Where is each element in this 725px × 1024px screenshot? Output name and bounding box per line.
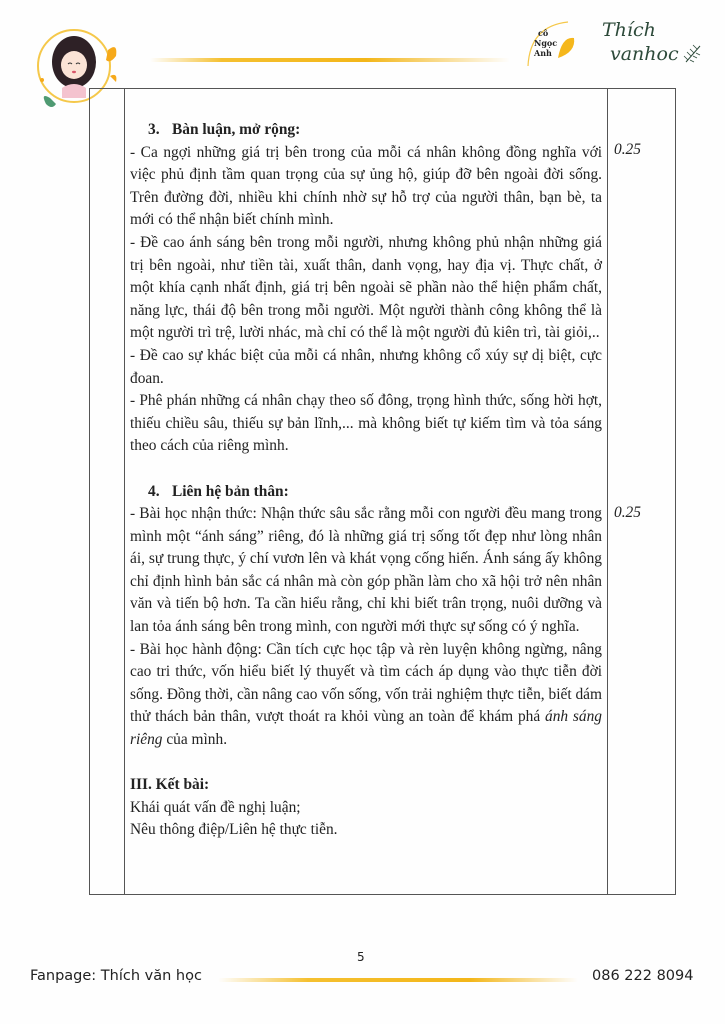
- table-column-index: [90, 89, 125, 894]
- paragraph: - Ca ngợi những giá trị bên trong của mỗi cá nhân không đồng nghĩa với việc phủ định tầm quan trọng của sự ủng hộ, giúp đỡ bên ngoài đời sống. Trên đường đời, nhiều khi chính nhờ sự hỗ trợ của người thân, bạn bè, ta mới có thể nhận biết chính mình.: [130, 143, 602, 229]
- answer-table: [89, 88, 676, 895]
- score-cell: 0.25: [614, 141, 641, 158]
- answer-content: [130, 119, 602, 842]
- svg-text:cô: cô: [538, 28, 549, 38]
- paragraph: - Đề cao ánh sáng bên trong mỗi người, nhưng không phủ nhận những giá trị bên ngoài, như tiền tài, xuất thân, danh vọng, hay địa vị. Thực chất, ở một khía cạnh nhất định, giá trị bên ngoài sẽ phần nào thể hiện phẩm chất, năng lực, thái độ bên trong mỗi người. Một người thành công không thể là một người trì trệ, lười nhác, mà chỉ có thể là một người đủ kiên trì, tài giỏi,..: [130, 233, 602, 342]
- svg-text:Ngọc: Ngọc: [534, 38, 558, 48]
- paragraph: - Bài học nhận thức: Nhận thức sâu sắc rằng mỗi con người đều mang trong mình một “ánh sáng” riêng, đó là những giá trị sống tốt đẹp như lòng nhân ái, sự trung thực, ý chí vươn lên và khát vọng cống hiến. Ánh sáng ấy không chỉ định hình bản sắc cá nhân mà còn góp phần làm cho xã hội trở nên nhân văn và tiến bộ hơn. Ta cần hiểu rằng, chỉ khi biết trân trọng, nuôi dưỡng và lan tỏa ánh sáng bên trong mình, con người mới thực sự sống có ý nghĩa.: [130, 505, 602, 636]
- conclusion-heading: III. Kết bài:: [130, 776, 210, 794]
- svg-text:Anh: Anh: [534, 48, 552, 58]
- page-number: 5: [357, 950, 365, 964]
- conclusion-line: Nêu thông điệp/Liên hệ thực tiễn.: [130, 821, 338, 839]
- fanpage-label: Fanpage: Thích văn học: [30, 968, 202, 984]
- paragraph: - Phê phán những cá nhân chạy theo số đông, trọng hình thức, sống hời hợt, thiếu chiều sâu, thiếu sự bản lĩnh,... mà không biết tự kiếm tìm và tỏa sáng theo cách của riêng mình.: [130, 392, 602, 455]
- section-heading: 4. Liên hệ bản thân:: [148, 482, 289, 500]
- svg-text:Thích: Thích: [602, 19, 656, 41]
- brand-logo: [520, 14, 710, 70]
- score-cell: 0.25: [614, 504, 641, 521]
- conclusion-line: Khái quát vấn đề nghị luận;: [130, 798, 301, 816]
- svg-text:vanhoc: vanhoc: [610, 43, 679, 65]
- section-heading: 3. Bàn luận, mở rộng:: [148, 121, 301, 138]
- table-column-score: [607, 89, 675, 894]
- footer-divider-line: [218, 978, 578, 982]
- header-divider-line: [150, 58, 510, 62]
- paragraph: - Bài học hành động: Cần tích cực học tập và rèn luyện không ngừng, nâng cao tri thức, vốn hiểu biết lý thuyết và tìm cách áp dụng vào thực tiễn đời sống. Đồng thời, cần nâng cao vốn sống, vốn trải nghiệm thực tiễn, biết dám thử thách bản thân, vượt thoát ra khỏi vùng an toàn để khám phá ánh sáng riêng của mình.: [130, 640, 602, 749]
- phone-number: 086 222 8094: [592, 968, 694, 984]
- paragraph: - Đề cao sự khác biệt của mỗi cá nhân, nhưng không cổ xúy sự dị biệt, cực đoan.: [130, 346, 602, 387]
